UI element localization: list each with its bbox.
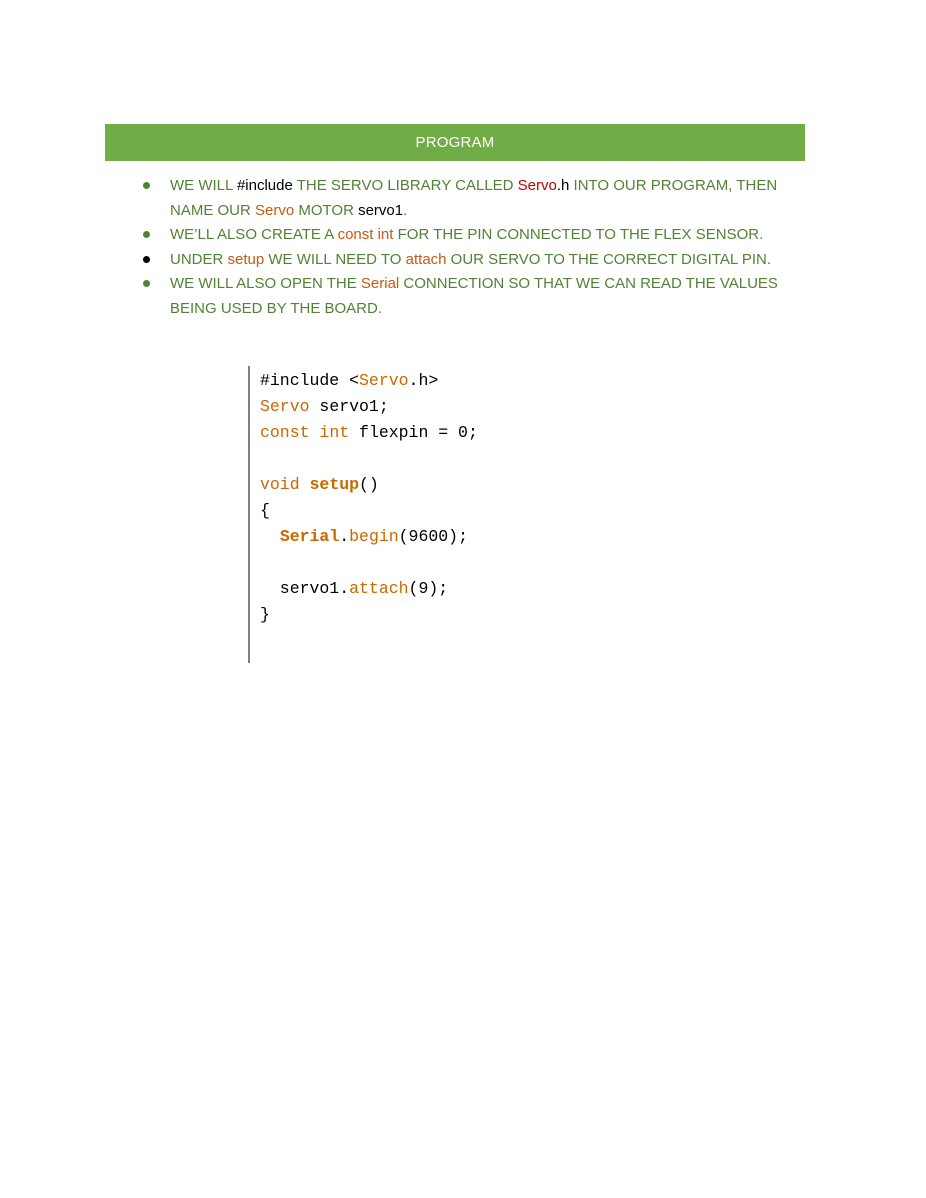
code-line: void setup(): [260, 475, 379, 494]
code-line-blank: [250, 446, 510, 472]
list-item: UNDER setup WE WILL NEED TO attach OUR SERVO TO THE CORRECT DIGITAL PIN.: [140, 248, 800, 273]
list-item: WE WILL #include THE SERVO LIBRARY CALLED Servo.h INTO OUR PROGRAM, THEN NAME OUR Servo MOTOR servo1.: [140, 174, 800, 223]
code-line-blank: [250, 550, 510, 576]
code-line: servo1.attach(9);: [260, 579, 449, 598]
list-item: WE WILL ALSO OPEN THE Serial CONNECTION SO THAT WE CAN READ THE VALUES BEING USED BY THE BOARD.: [140, 272, 800, 321]
list-item: WE’LL ALSO CREATE A const int FOR THE PIN CONNECTED TO THE FLEX SENSOR.: [140, 223, 800, 248]
bullet-dot-icon: [143, 231, 150, 238]
section-header: [105, 124, 805, 161]
code-line: Servo servo1;: [260, 397, 389, 416]
code-line: {: [260, 501, 270, 520]
code-snippet: [248, 366, 510, 663]
code-line: const int flexpin = 0;: [260, 423, 478, 442]
section-title: PROGRAM: [415, 134, 495, 151]
code-line: Serial.begin(9600);: [279, 527, 468, 546]
bullet-dot-icon: [143, 182, 150, 189]
bullet-dot-icon: [143, 256, 150, 263]
code-line: #include <Servo.h>: [260, 371, 439, 390]
bullet-dot-icon: [143, 280, 150, 287]
bullet-list: [140, 174, 800, 321]
code-line: }: [260, 605, 270, 624]
